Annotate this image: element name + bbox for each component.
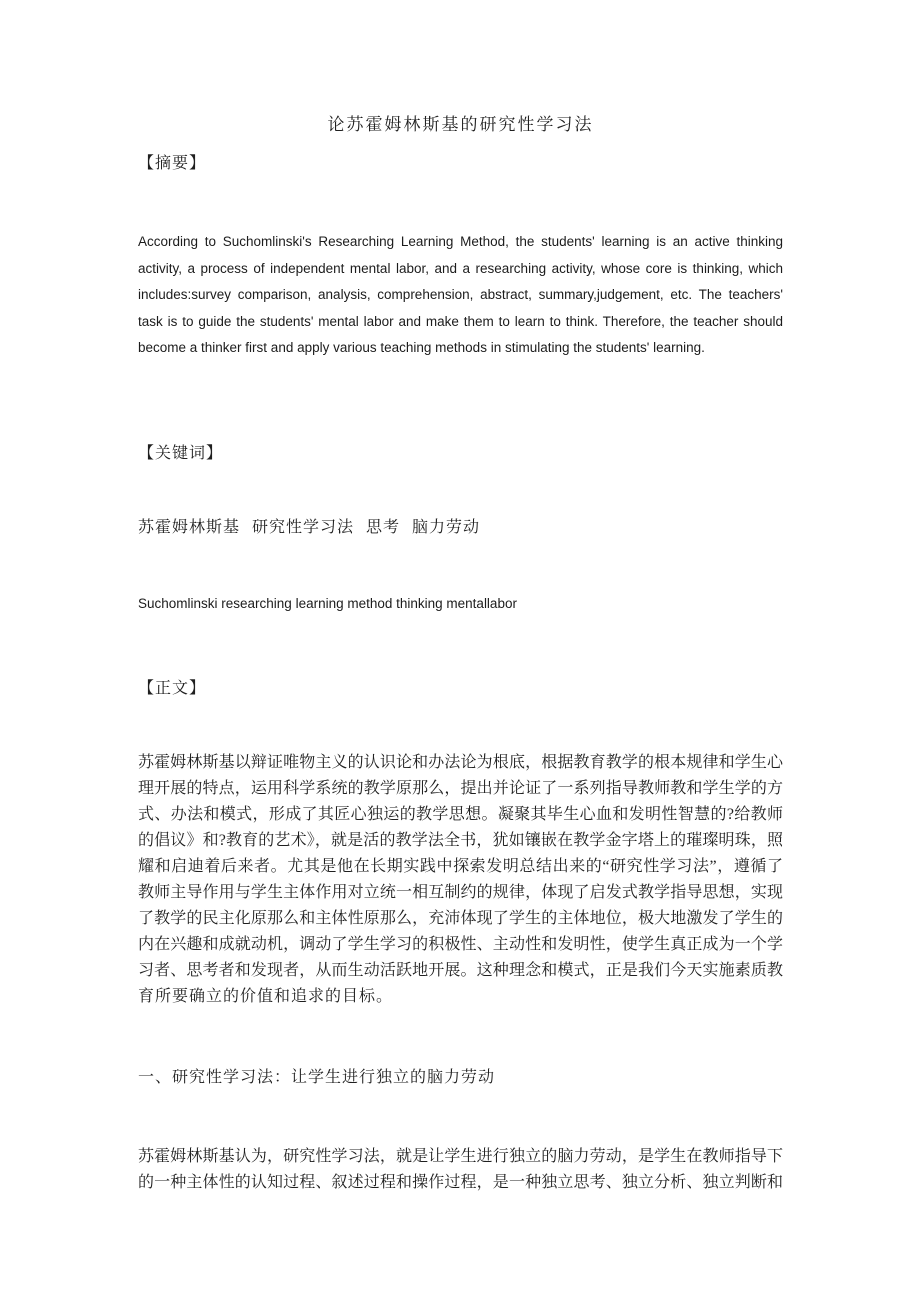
paragraph-line: 的倡议》和?教育的艺术》，就是活的教学法全书，犹如镶嵌在教学金字塔上的璀璨明珠，照 <box>138 832 783 849</box>
main-paragraph <box>138 750 783 1010</box>
keywords-chinese: 苏霍姆林斯基 研究性学习法 思考 脑力劳动 <box>138 519 481 536</box>
paragraph-line: 的一种主体性的认知过程、叙述过程和操作过程，是一种独立思考、独立分析、独立判断和 <box>138 1174 783 1191</box>
paragraph-line: 耀和启迪着后来者。尤其是他在长期实践中探索发明总结出来的“研究性学习法”，遵循了 <box>138 858 783 875</box>
paragraph-line: 教师主导作用与学生主体作用对立统一相互制约的规律，体现了启发式教学指导思想，实现 <box>138 884 783 901</box>
body-section-label: 【正文】 <box>138 680 207 697</box>
paragraph-line: 苏霍姆林斯基以辩证唯物主义的认识论和办法论为根底，根据教育教学的根本规律和学生心 <box>138 754 783 771</box>
abstract-english-paragraph: According to Suchomlinski's Researching Learning Method, the students' learning is an active thinking activity, a process of independent mental labor, and a researching activity, whose core is thinking, which includes:survey comparison, analysis, comprehension, abstract, summary,judgement, etc. The teachers' task is to guide the students' mental labor and make them to learn to think. Therefore, the teacher should become a thinker first and apply various teaching methods in stimulating the students' learning. <box>138 234 783 355</box>
document-title: 论苏霍姆林斯基的研究性学习法 <box>327 115 594 134</box>
keywords-label: 【关键词】 <box>138 445 224 462</box>
paragraph-line: 了教学的民主化原那么和主体性原那么，充沛体现了学生的主体地位，极大地激发了学生的 <box>138 910 783 927</box>
keywords-english: Suchomlinski researching learning method thinking mentallabor <box>138 596 517 611</box>
paragraph-line: 式、办法和模式，形成了其匠心独运的教学思想。凝聚其毕生心血和发明性智慧的?给教师 <box>138 806 783 823</box>
paragraph-line: 内在兴趣和成就动机，调动了学生学习的积极性、主动性和发明性，使学生真正成为一个学 <box>138 936 783 953</box>
paragraph-line: 苏霍姆林斯基认为，研究性学习法，就是让学生进行独立的脑力劳动，是学生在教师指导下 <box>138 1148 783 1165</box>
paragraph-line: 习者、思考者和发现者，从而生动活跃地开展。这种理念和模式，正是我们今天实施素质教 <box>138 962 783 979</box>
second-paragraph <box>138 1144 783 1196</box>
paragraph-line: 理开展的特点，运用科学系统的教学原那么，提出并论证了一系列指导教师教和学生学的方 <box>138 780 783 797</box>
paragraph-line: 育所要确立的价值和追求的目标。 <box>138 988 394 1005</box>
section-heading: 一、研究性学习法：让学生进行独立的脑力劳动 <box>138 1069 496 1086</box>
abstract-label: 【摘要】 <box>138 155 207 172</box>
